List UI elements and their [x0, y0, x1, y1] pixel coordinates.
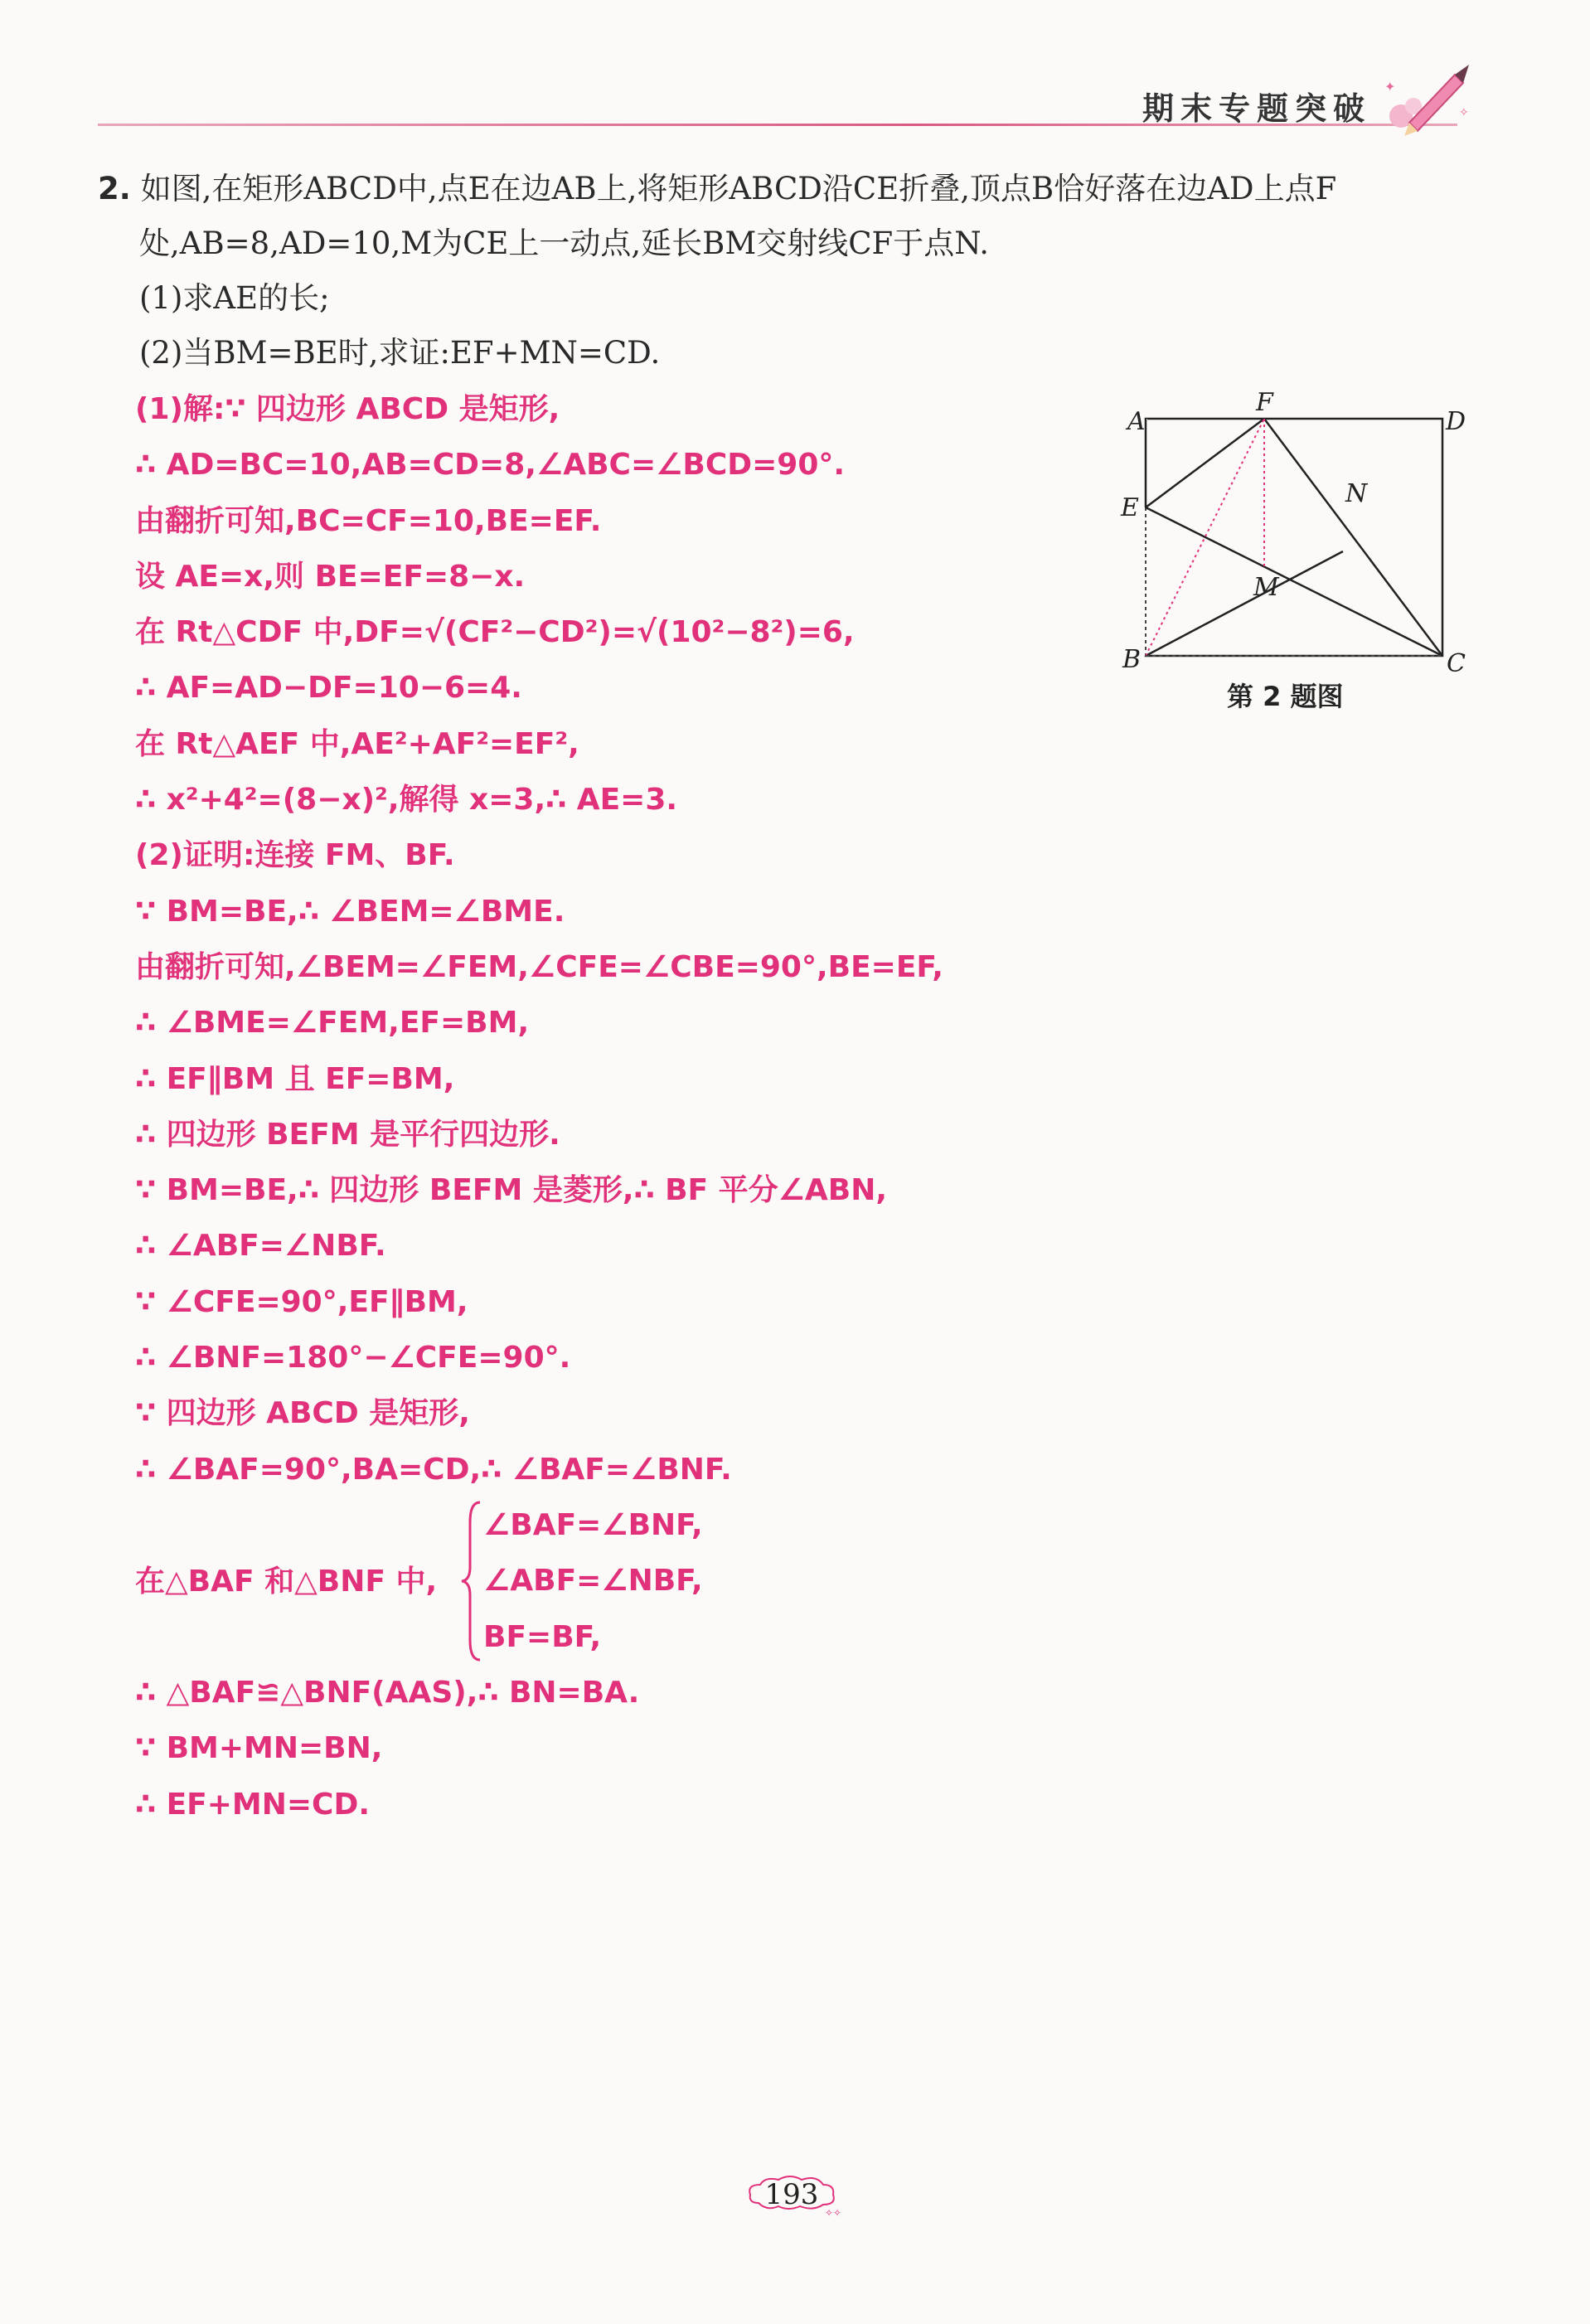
page-number: 193 — [764, 2178, 819, 2211]
system-lines — [483, 1497, 703, 1665]
question-part-2: (2)当BM=BE时,求证:EF+MN=CD. — [139, 335, 661, 371]
question-number: 2. — [98, 171, 131, 206]
answer-line: (2)证明:连接 FM、BF. — [135, 838, 455, 873]
page-number-badge — [742, 2170, 841, 2220]
geometry-figure — [1111, 390, 1484, 688]
question-part-1: (1)求AE的长; — [139, 280, 330, 316]
answer-line: ∵ BM=BE,∴ ∠BEM=∠BME. — [135, 894, 565, 929]
svg-text:✦: ✦ — [1384, 79, 1396, 95]
label-D: D — [1446, 407, 1466, 436]
answer-line: 由翻折可知,BC=CF=10,BE=EF. — [135, 503, 602, 538]
answer-line: ∴ ∠BAF=90°,BA=CD,∴ ∠BAF=∠BNF. — [135, 1452, 732, 1487]
question-line-1: 2. 如图,在矩形ABCD中,点E在边AB上,将矩形ABCD沿CE折叠,顶点B恰好落在边AD上点F — [98, 171, 1337, 206]
answer-line: 设 AE=x,则 BE=EF=8−x. — [135, 559, 526, 594]
section-title: 期末专题突破 — [1142, 90, 1372, 127]
label-M: M — [1253, 573, 1279, 602]
system-prefix: 在△BAF 和△BNF 中, — [135, 1564, 438, 1599]
label-F: F — [1256, 390, 1273, 417]
label-A: A — [1127, 407, 1146, 436]
svg-text:✧✧: ✧✧ — [825, 2207, 841, 2219]
svg-text:✧: ✧ — [1459, 106, 1469, 119]
answer-line: ∴ 四边形 BEFM 是平行四边形. — [135, 1117, 560, 1152]
answer-line: ∴ EF∥BM 且 EF=BM, — [135, 1061, 455, 1096]
answer-line: ∵ 四边形 ABCD 是矩形, — [135, 1396, 470, 1431]
system-line: BF=BF, — [483, 1619, 602, 1654]
answer-line: 由翻折可知,∠BEM=∠FEM,∠CFE=∠CBE=90°,BE=EF, — [135, 949, 943, 984]
figure-caption: 第 2 题图 — [1227, 681, 1344, 712]
system-line: ∠BAF=∠BNF, — [483, 1507, 703, 1542]
label-E: E — [1121, 493, 1139, 522]
answer-line: ∵ BM+MN=BN, — [135, 1731, 383, 1766]
answer-block — [135, 381, 1047, 1832]
answer-line: 在 Rt△AEF 中,AE²+AF²=EF², — [135, 726, 579, 761]
answer-line: ∴ EF+MN=CD. — [135, 1787, 371, 1822]
label-B: B — [1122, 645, 1142, 674]
system-line: ∠ABF=∠NBF, — [483, 1564, 703, 1599]
answer-line: ∴ ∠BME=∠FEM,EF=BM, — [135, 1006, 530, 1041]
question-block — [98, 162, 1491, 381]
pencil-decoration-icon — [1376, 58, 1476, 141]
answer-line: ∴ AF=AD−DF=10−6=4. — [135, 671, 522, 706]
answer-line: ∴ ∠BNF=180°−∠CFE=90°. — [135, 1341, 571, 1375]
left-brace-icon — [458, 1497, 483, 1665]
answer-line: ∴ AD=BC=10,AB=CD=8,∠ABC=∠BCD=90°. — [135, 448, 846, 483]
answer-line: ∵ BM=BE,∴ 四边形 BEFM 是菱形,∴ BF 平分∠ABN, — [135, 1173, 888, 1208]
answer-line: ∵ ∠CFE=90°,EF∥BM, — [135, 1284, 468, 1319]
answer-line: ∴ x²+4²=(8−x)²,解得 x=3,∴ AE=3. — [135, 783, 678, 818]
label-N: N — [1345, 479, 1368, 508]
question-line-2: 处,AB=8,AD=10,M为CE上一动点,延长BM交射线CF于点N. — [139, 226, 989, 261]
equation-system — [135, 1497, 1047, 1665]
label-C: C — [1447, 649, 1466, 678]
answer-line: (1)解:∵ 四边形 ABCD 是矩形, — [135, 392, 560, 426]
answer-line: 在 Rt△CDF 中,DF=√(CF²−CD²)=√(10²−8²)=6, — [135, 615, 855, 650]
answer-line: ∴ △BAF≌△BNF(AAS),∴ BN=BA. — [135, 1675, 640, 1710]
answer-line: ∴ ∠ABF=∠NBF. — [135, 1229, 386, 1264]
